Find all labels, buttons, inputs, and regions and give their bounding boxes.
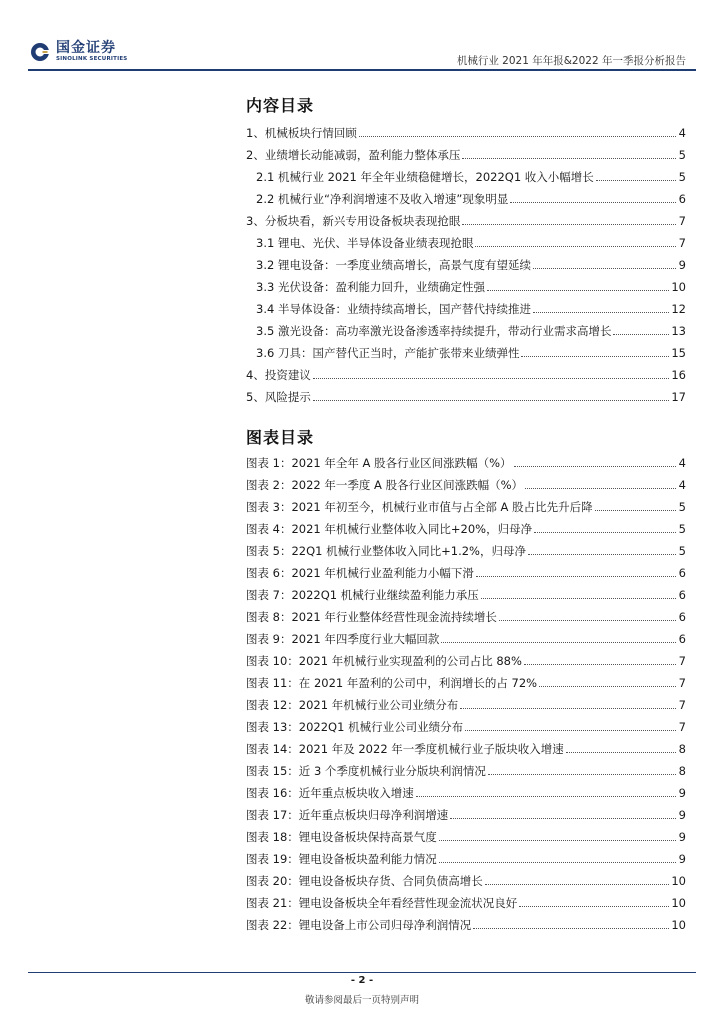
leader-dots (566, 752, 676, 753)
leader-dots (488, 774, 676, 775)
logo-english-name: SINOLINK SECURITIES (56, 56, 128, 62)
header-divider (28, 69, 696, 71)
figure-entry[interactable] (246, 694, 686, 716)
figure-entry-page: 9 (678, 808, 686, 822)
toc-entry[interactable] (246, 320, 686, 342)
leader-dots (465, 730, 676, 731)
leader-dots (533, 268, 676, 269)
toc-entry[interactable] (246, 254, 686, 276)
toc-entry-page: 6 (678, 192, 686, 206)
toc-entry-page: 16 (671, 368, 686, 382)
figure-entry-label: 图表 8：2021 年行业整体经营性现金流持续增长 (246, 610, 497, 624)
figure-entry[interactable] (246, 452, 686, 474)
figure-entry-page: 4 (678, 478, 686, 492)
figure-entry-label: 图表 10：2021 年机械行业实现盈利的公司占比 88% (246, 654, 522, 668)
leader-dots (524, 664, 676, 665)
toc-entry-label: 2、业绩增长动能减弱，盈利能力整体承压 (246, 148, 461, 162)
leader-dots (499, 620, 676, 621)
figure-entry[interactable] (246, 562, 686, 584)
toc-entry-page: 9 (678, 258, 686, 272)
leader-dots (481, 598, 676, 599)
toc-entry-page: 13 (671, 324, 686, 338)
figure-entry-label: 图表 1：2021 年全年 A 股各行业区间涨跌幅（%） (246, 456, 512, 470)
figure-entry-label: 图表 20：锂电设备板块存货、合同负债高增长 (246, 874, 483, 888)
figure-entry-page: 10 (671, 918, 686, 932)
figure-entry-label: 图表 21：锂电设备板块全年看经营性现金流状况良好 (246, 896, 518, 910)
figure-entry-label: 图表 3：2021 年初至今，机械行业市值与占全部 A 股占比先升后降 (246, 500, 593, 514)
figure-entry-label: 图表 2：2022 年一季度 A 股各行业区间涨跌幅（%） (246, 478, 523, 492)
figure-entry-label: 图表 4：2021 年机械行业整体收入同比+20%，归母净 (246, 522, 533, 536)
leader-dots (416, 796, 676, 797)
toc-entry-label: 4、投资建议 (246, 368, 311, 382)
leader-dots (462, 224, 676, 225)
leader-dots (462, 158, 676, 159)
figure-entry-page: 10 (671, 896, 686, 910)
toc-entry[interactable] (246, 342, 686, 364)
leader-dots (534, 532, 676, 533)
figure-entry[interactable] (246, 672, 686, 694)
toc-entry-label: 3.6 刀具：国产替代正当时，产能扩张带来业绩弹性 (256, 346, 520, 360)
leader-dots (313, 400, 670, 401)
figure-entry-label: 图表 14：2021 年及 2022 年一季度机械行业子版块收入增速 (246, 742, 564, 756)
leader-dots (473, 928, 669, 929)
leader-dots (475, 246, 676, 247)
toc-entry-label: 3.3 光伏设备：盈利能力回升，业绩确定性强 (256, 280, 485, 294)
toc-entry[interactable] (246, 386, 686, 408)
figure-entry-page: 5 (678, 522, 686, 536)
toc-entry[interactable] (246, 122, 686, 144)
leader-dots (521, 356, 669, 357)
toc-entry[interactable] (246, 298, 686, 320)
toc-entry-page: 5 (678, 148, 686, 162)
leader-dots (613, 334, 669, 335)
figure-entry-page: 8 (678, 742, 686, 756)
toc-entry-page: 17 (671, 390, 686, 404)
leader-dots (514, 466, 677, 467)
leader-dots (596, 180, 676, 181)
toc-entry[interactable] (246, 364, 686, 386)
page-number: - 2 - (350, 975, 374, 986)
figure-entry-label: 图表 6：2021 年机械行业盈利能力小幅下滑 (246, 566, 474, 580)
figure-entry[interactable] (246, 496, 686, 518)
list-of-figures (246, 452, 686, 936)
figure-entry-label: 图表 9：2021 年四季度行业大幅回款 (246, 632, 440, 646)
figure-entry-page: 8 (678, 764, 686, 778)
toc-entry-label: 3.4 半导体设备：业绩持续高增长，国产替代持续推进 (256, 302, 531, 316)
figure-entry-label: 图表 18：锂电设备板块保持高景气度 (246, 830, 437, 844)
figure-entry-page: 9 (678, 852, 686, 866)
leader-dots (539, 686, 676, 687)
leader-dots (460, 708, 676, 709)
toc-entry[interactable] (246, 144, 686, 166)
toc-entry-label: 1、机械板块行情回顾 (246, 126, 357, 140)
toc-entry-label: 3.2 锂电设备：一季度业绩高增长，高景气度有望延续 (256, 258, 531, 272)
figure-entry-page: 6 (678, 610, 686, 624)
figure-entry[interactable] (246, 474, 686, 496)
toc-entry-page: 4 (678, 126, 686, 140)
figure-entry[interactable] (246, 540, 686, 562)
leader-dots (487, 290, 669, 291)
toc-entry-label: 2.1 机械行业 2021 年全年业绩稳健增长，2022Q1 收入小幅增长 (256, 170, 594, 184)
logo-mark-icon (30, 42, 50, 62)
leader-dots (450, 818, 676, 819)
toc-entry-page: 10 (671, 280, 686, 294)
figure-entry[interactable] (246, 870, 686, 892)
figure-entry[interactable] (246, 804, 686, 826)
leader-dots (476, 576, 676, 577)
toc-entry-label: 3.5 激光设备：高功率激光设备渗透率持续提升，带动行业需求高增长 (256, 324, 612, 338)
toc-entry-page: 15 (671, 346, 686, 360)
figure-entry-label: 图表 7：2022Q1 机械行业继续盈利能力承压 (246, 588, 479, 602)
figure-entry-page: 7 (678, 720, 686, 734)
figure-entry-page: 9 (678, 830, 686, 844)
report-title: 机械行业 2021 年年报&2022 年一季报分析报告 (456, 55, 686, 67)
figure-entry-label: 图表 17：近年重点板块归母净利润增速 (246, 808, 449, 822)
leader-dots (533, 312, 669, 313)
toc-entry-page: 7 (678, 236, 686, 250)
figure-entry-page: 6 (678, 566, 686, 580)
leader-dots (519, 906, 669, 907)
leader-dots (439, 862, 676, 863)
toc-entry[interactable] (246, 166, 686, 188)
toc-entry-page: 7 (678, 214, 686, 228)
page-header (0, 0, 724, 80)
figure-entry-page: 4 (678, 456, 686, 470)
leader-dots (595, 510, 676, 511)
figure-entry-page: 7 (678, 654, 686, 668)
figure-entry[interactable] (246, 650, 686, 672)
figure-entry[interactable] (246, 584, 686, 606)
toc-entry-page: 5 (678, 170, 686, 184)
leader-dots (313, 378, 670, 379)
leader-dots (528, 554, 676, 555)
figure-entry[interactable] (246, 606, 686, 628)
table-of-contents (246, 122, 686, 408)
toc-entry[interactable] (246, 276, 686, 298)
figure-entry[interactable] (246, 826, 686, 848)
leader-dots (510, 202, 676, 203)
company-logo (30, 40, 127, 63)
figure-entry-page: 7 (678, 698, 686, 712)
leader-dots (485, 884, 670, 885)
toc-entry[interactable] (246, 188, 686, 210)
logo-chinese-name: 国金证券 (56, 40, 116, 56)
figure-entry-label: 图表 16：近年重点板块收入增速 (246, 786, 414, 800)
figure-entry-page: 10 (671, 874, 686, 888)
footer-disclaimer: 敬请参阅最后一页特别声明 (304, 995, 419, 1006)
figure-entry-page: 9 (678, 786, 686, 800)
figure-entry[interactable] (246, 716, 686, 738)
toc-title: 内容目录 (246, 96, 315, 115)
footer-divider (28, 972, 696, 973)
toc-entry-label: 2.2 机械行业“净利润增速不及收入增速”现象明显 (256, 192, 509, 206)
figure-entry-page: 6 (678, 588, 686, 602)
leader-dots (441, 642, 676, 643)
toc-entry-label: 3.1 锂电、光伏、半导体设备业绩表现抢眼 (256, 236, 474, 250)
figure-entry-label: 图表 22：锂电设备上市公司归母净利润情况 (246, 918, 472, 932)
figure-entry[interactable] (246, 760, 686, 782)
figure-entry-label: 图表 11：在 2021 年盈利的公司中，利润增长的占 72% (246, 676, 538, 690)
leader-dots (525, 488, 676, 489)
figure-entry-page: 5 (678, 500, 686, 514)
figure-entry-label: 图表 15：近 3 个季度机械行业分版块利润情况 (246, 764, 486, 778)
toc-entry-label: 3、分板块看，新兴专用设备板块表现抢眼 (246, 214, 461, 228)
figure-entry-label: 图表 13：2022Q1 机械行业公司业绩分布 (246, 720, 464, 734)
figure-entry-label: 图表 19：锂电设备板块盈利能力情况 (246, 852, 437, 866)
toc-entry-page: 12 (671, 302, 686, 316)
figure-entry[interactable] (246, 892, 686, 914)
toc-entry[interactable] (246, 210, 686, 232)
figure-entry-page: 6 (678, 632, 686, 646)
toc-entry-label: 5、风险提示 (246, 390, 311, 404)
figure-entry[interactable] (246, 914, 686, 936)
figure-entry-label: 图表 12：2021 年机械行业公司业绩分布 (246, 698, 459, 712)
figure-entry[interactable] (246, 628, 686, 650)
figure-entry[interactable] (246, 518, 686, 540)
leader-dots (439, 840, 676, 841)
figure-entry-label: 图表 5：22Q1 机械行业整体收入同比+1.2%，归母净 (246, 544, 526, 558)
figure-entry-page: 5 (678, 544, 686, 558)
figure-entry[interactable] (246, 738, 686, 760)
figure-entry-page: 7 (678, 676, 686, 690)
figures-title: 图表目录 (246, 428, 315, 447)
leader-dots (359, 136, 676, 137)
figure-entry[interactable] (246, 782, 686, 804)
figure-entry[interactable] (246, 848, 686, 870)
toc-entry[interactable] (246, 232, 686, 254)
